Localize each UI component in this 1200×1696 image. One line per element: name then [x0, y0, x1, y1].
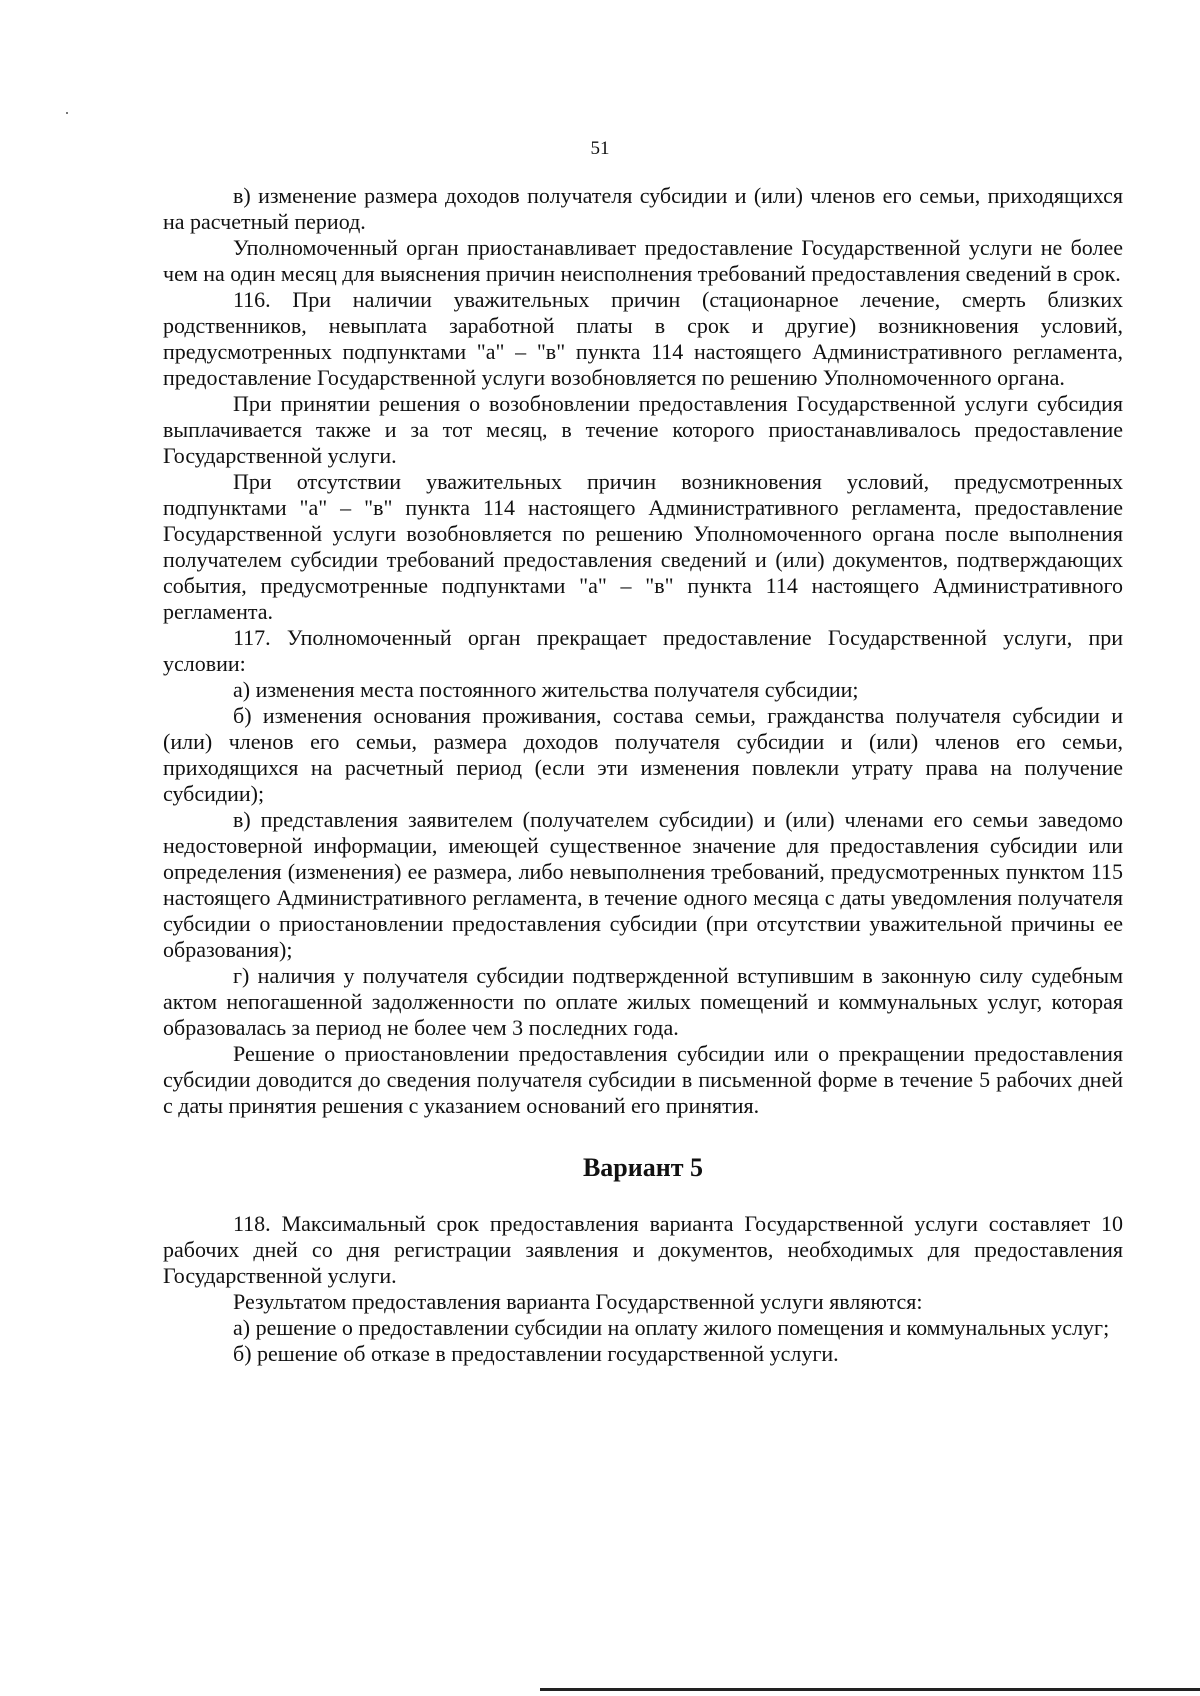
- paragraph: При отсутствии уважительных причин возникновения условий, предусмотренных подпунктами "а" – "в" пункта 114 настоящего Административного регламента, предоставление Государственной услуги возобновляется по решению Уполномоченного органа после выполнения получателем субсидии требований предоставления сведений и (или) документов, подтверждающих события, предусмотренные подпунктами "а" – "в" пункта 114 настоящего Административного регламента.: [163, 469, 1123, 624]
- scan-edge-line: [540, 1688, 1200, 1691]
- paragraph: 117. Уполномоченный орган прекращает предоставление Государственной услуги, при условии:: [163, 625, 1123, 676]
- list-item: г) наличия у получателя субсидии подтвержденной вступившим в законную силу судебным актом непогашенной задолженности по оплате жилых помещений и коммунальных услуг, которая образовалась за период не более чем 3 последних года.: [163, 963, 1123, 1040]
- list-item: в) представления заявителем (получателем субсидии) и (или) членами его семьи заведомо недостоверной информации, имеющей существенное значение для предоставления субсидии или определения (изменения) ее размера, либо невыполнения требований, предусмотренных пунктом 115 настоящего Административного регламента, в течение одного месяца с даты уведомления получателя субсидии о приостановлении предоставления субсидии (при отсутствии уважительной причины ее образования);: [163, 807, 1123, 962]
- list-item: б) решение об отказе в предоставлении государственной услуги.: [233, 1341, 839, 1366]
- paragraph: 116. При наличии уважительных причин (стационарное лечение, смерть близких родственников, невыплата заработной платы в срок и другие) возникновения условий, предусмотренных подпунктами "а" – "в" пункта 114 настоящего Административного регламента, предоставление Государственной услуги возобновляется по решению Уполномоченного органа.: [163, 287, 1123, 390]
- scan-artifact: [66, 112, 68, 114]
- list-item: а) изменения места постоянного жительства получателя субсидии;: [233, 677, 859, 702]
- paragraph: Решение о приостановлении предоставления субсидии или о прекращении предоставления субсидии доводится до сведения получателя субсидии в письменной форме в течение 5 рабочих дней с даты принятия решения с указанием оснований его принятия.: [163, 1041, 1123, 1118]
- paragraph: Уполномоченный орган приостанавливает предоставление Государственной услуги не более чем на один месяц для выяснения причин неисполнения требований предоставления сведений в срок.: [163, 235, 1123, 286]
- section-heading: Вариант 5: [582, 1153, 704, 1182]
- paragraph: 118. Максимальный срок предоставления варианта Государственной услуги составляет 10 рабочих дней со дня регистрации заявления и документов, необходимых для предоставления Государственной услуги.: [163, 1211, 1123, 1288]
- page-number: 51: [590, 138, 610, 159]
- paragraph: Результатом предоставления варианта Государственной услуги являются:: [233, 1289, 923, 1314]
- list-item: б) изменения основания проживания, состава семьи, гражданства получателя субсидии и (или) членов его семьи, размера доходов получателя субсидии и (или) членов его семьи, приходящихся на расчетный период (если эти изменения повлекли утрату права на получение субсидии);: [163, 703, 1123, 806]
- list-item: а) решение о предоставлении субсидии на оплату жилого помещения и коммунальных услуг;: [233, 1315, 1110, 1340]
- paragraph: в) изменение размера доходов получателя субсидии и (или) членов его семьи, приходящихся на расчетный период.: [163, 183, 1123, 234]
- document-body: [163, 183, 1123, 1367]
- paragraph: При принятии решения о возобновлении предоставления Государственной услуги субсидия выплачивается также и за тот месяц, в течение которого приостанавливалось предоставление Государственной услуги.: [163, 391, 1123, 468]
